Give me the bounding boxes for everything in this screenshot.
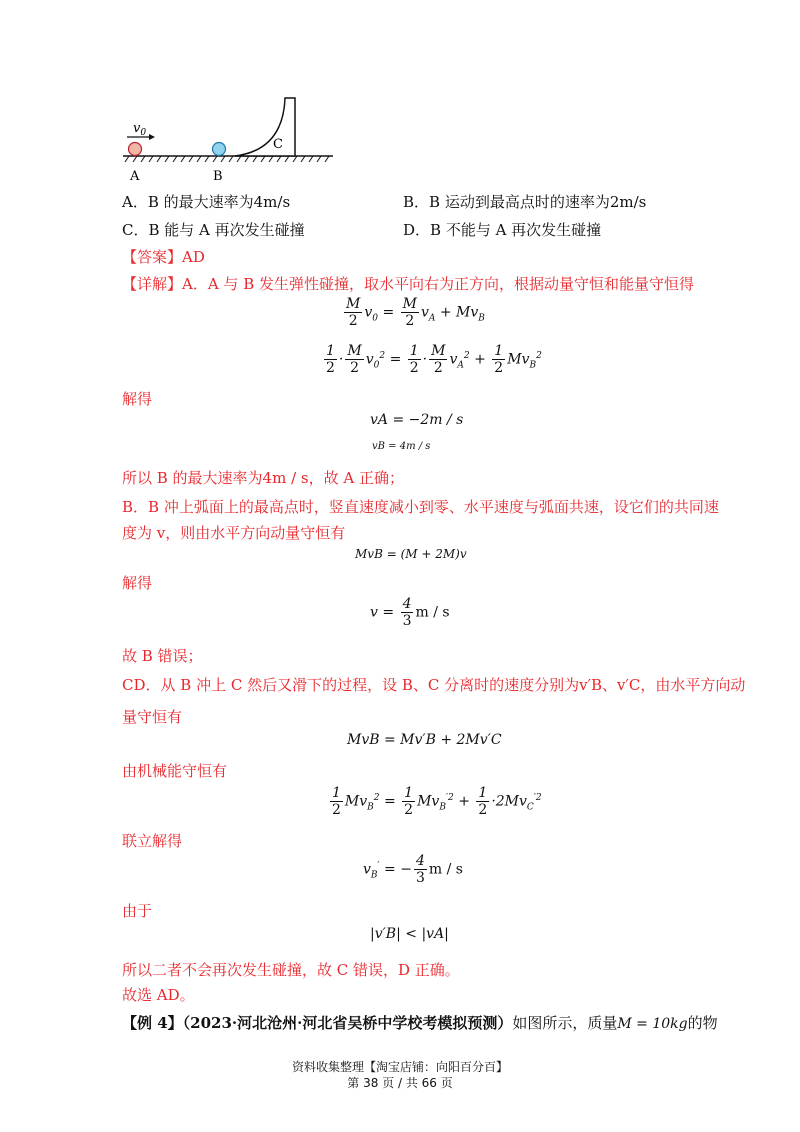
option-b: B．B 运动到最高点时的速率为2m/s [403,193,647,211]
final-answer: 故选 AD。 [122,986,195,1004]
equation-v: v = $\frac{4}{3}$ m / s [370,596,450,630]
footer-line1: 资料收集整理【淘宝店铺：向阳百分百】 [291,1060,508,1074]
ball-b [213,143,226,156]
example-source: （2023·河北沧州·河北省吴桥中学校考模拟预测） [182,1014,513,1032]
equation-va: vA = −2m / s [370,412,464,428]
physics-figure [115,90,350,185]
label-v0: $v_0$ [133,121,147,138]
example-mass: M = 10kg [617,1016,688,1032]
detail-intro: 【详解】A．A 与 B 发生弹性碰撞，取水平向右为正方向，根据动量守恒和能量守恒得 [122,275,694,293]
label-a: A [130,169,140,184]
example-4 [122,1012,718,1033]
part-cd-line2: 量守恒有 [122,708,183,726]
part-cd-line1: CD．从 B 冲上 C 然后又滑下的过程，设 B、C 分离时的速度分别为v′B、v′C，由水平方向动 [122,676,746,694]
equation-vb-prime: $v_B'$ = − $\frac{4}{3}$ m / s [363,853,463,887]
equation-compare: |v′B| < |vA| [370,926,449,942]
option-a: A．B 的最大速率为4m/s [122,193,291,211]
solve-label-2: 解得 [122,574,153,592]
conclusion-b: 故 B 错误； [122,647,203,665]
equation-energy: $\frac{1}{2}$ · $\frac{M}{2}$ $v_0^2$ = $\frac{1}{2}$ · $\frac{M}{2}$ $v_A^2$ + $\frac{1}{2}$ $Mv_B^2$ [326,343,542,377]
example-tag: 【例 4】 [122,1014,183,1032]
option-d: D．B 不能与 A 再次发生碰撞 [403,221,602,239]
arrow-icon [149,134,155,140]
equation-momentum-separation: MvB = Mv′B + 2Mv′C [347,732,502,748]
footer-page-number: 第 38 页 / 共 66 页 [347,1076,453,1090]
label-b: B [213,169,223,184]
energy-label: 由机械能守恒有 [122,762,228,780]
curved-block-c [235,98,295,156]
label-c: C [273,137,283,152]
part-b-line1: B．B 冲上弧面上的最高点时，竖直速度减小到零、水平速度与弧面共速，设它们的共同速 [122,498,719,516]
conclusion-cd: 所以二者不会再次发生碰撞，故 C 错误，D 正确。 [122,961,460,979]
since-label: 由于 [122,902,153,920]
answer: 【答案】AD [122,248,205,266]
ball-a [129,143,142,156]
example-text: 如图所示，质量 [512,1014,618,1032]
equation-momentum-bc: MvB = (M + 2M)v [355,547,467,561]
combine-label: 联立解得 [122,832,183,850]
equation-momentum: $\frac{M}{2}$ $v_0$ = $\frac{M}{2}$ $v_A + Mv_B$ [346,296,485,330]
equation-energy-separation: $\frac{1}{2}$ $Mv_B^2$ = $\frac{1}{2}$ $Mv_B^{'2}$ + $\frac{1}{2}$ $\cdot 2Mv_C^{'2}$ [332,785,542,819]
conclusion-a: 所以 B 的最大速率为4m / s，故 A 正确； [122,469,404,487]
part-b-line2: 度为 v，则由水平方向动量守恒有 [122,524,346,542]
equation-vb: vB = 4m / s [372,441,431,452]
example-tail: 的物 [687,1014,718,1032]
solve-label-1: 解得 [122,390,153,408]
option-c: C．B 能与 A 再次发生碰撞 [122,221,305,239]
